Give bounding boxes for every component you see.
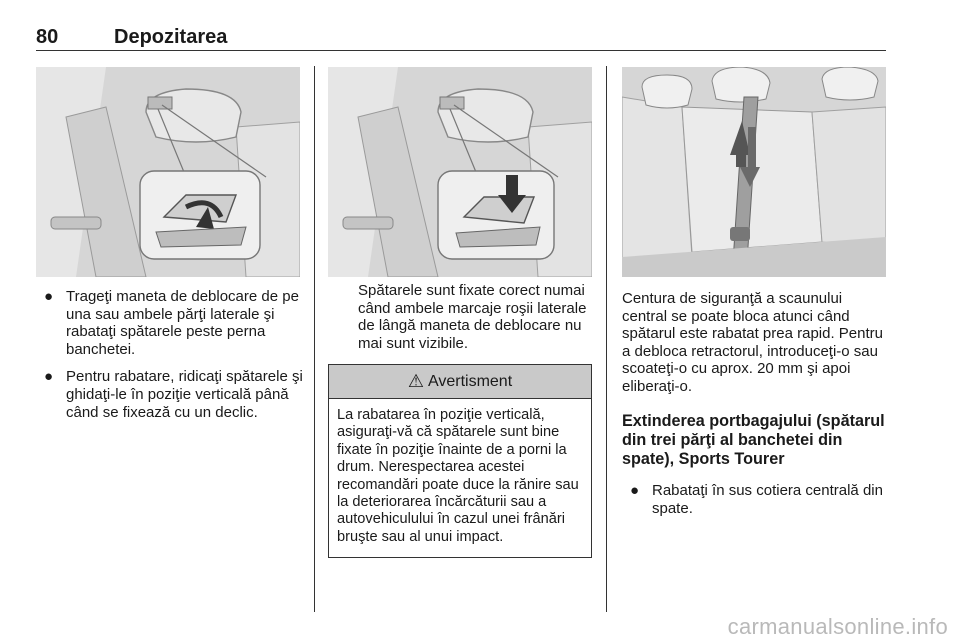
header-divider xyxy=(36,50,886,51)
page-header xyxy=(36,26,886,50)
list-item xyxy=(36,368,304,421)
warning-triangle-icon: ⚠ xyxy=(407,371,424,391)
warning-box xyxy=(328,364,592,558)
section-title: Extinderea portbagajului (spătarul din trei părţi al banchetei din spate), Sports Tourer xyxy=(622,412,885,468)
warning-title: Avertisment xyxy=(427,372,513,390)
page-number: 80 xyxy=(36,26,59,48)
column3-paragraph: Centura de siguranţă a scaunului central se poate bloca atunci când spătarul este rabatat prea rapid. Pentru a debloca retractorul, introduceţi-o sau scoateţi-o cu aprox. 20 mm şi apoi eliberaţi-o. xyxy=(622,290,883,395)
bullet-text: Rabataţi în sus cotiera centrală din spate. xyxy=(652,482,883,517)
column1-bullet-list xyxy=(36,288,304,421)
bullet-text: Pentru rabatare, ridicaţi spătarele şi ghidaţi-le în poziţie verticală până când se fixează cu un declic. xyxy=(66,368,303,421)
list-item xyxy=(36,288,304,358)
seat-belt-image xyxy=(622,67,886,277)
page-title: Depozitarea xyxy=(114,26,228,48)
column3-text xyxy=(622,482,888,527)
column-divider-right xyxy=(606,66,607,612)
bullet-icon: ● xyxy=(44,368,54,386)
watermark: carmanualsonline.info xyxy=(727,614,948,639)
warning-header xyxy=(329,365,591,399)
list-item xyxy=(622,482,888,517)
column3-bullet-list xyxy=(622,482,888,517)
illustration-lever-markers xyxy=(328,67,592,277)
column2-paragraph: Spătarele sunt fixate corect numai când ambele marcaje roşii laterale de lângă maneta de deblocare nu mai sunt vizibile. xyxy=(358,282,587,352)
column-divider-left xyxy=(314,66,315,612)
bullet-icon: ● xyxy=(44,288,54,305)
illustration-seat-belt xyxy=(622,67,886,277)
illustration-release-lever xyxy=(36,67,300,277)
bullet-icon: ● xyxy=(630,482,640,499)
bullet-text: Trageţi maneta de deblocare de pe una sau ambele părţi laterale şi rabataţi spătarele peste perna banchetei. xyxy=(66,288,299,358)
seat-lever-press-image xyxy=(328,67,592,277)
column1-text xyxy=(36,288,304,431)
seat-lever-pull-image xyxy=(36,67,300,277)
warning-body: La rabatarea în poziţie verticală, asiguraţi-vă că spătarele sunt bine fixate în poziţie înainte de a porni la drum. Nerespectarea acestei recomandări poate duce la rănire sau la deteriorarea încărcăturii sau a autovehiculului în cazul unei frânări bruşte sau al unui impact. xyxy=(337,407,579,545)
